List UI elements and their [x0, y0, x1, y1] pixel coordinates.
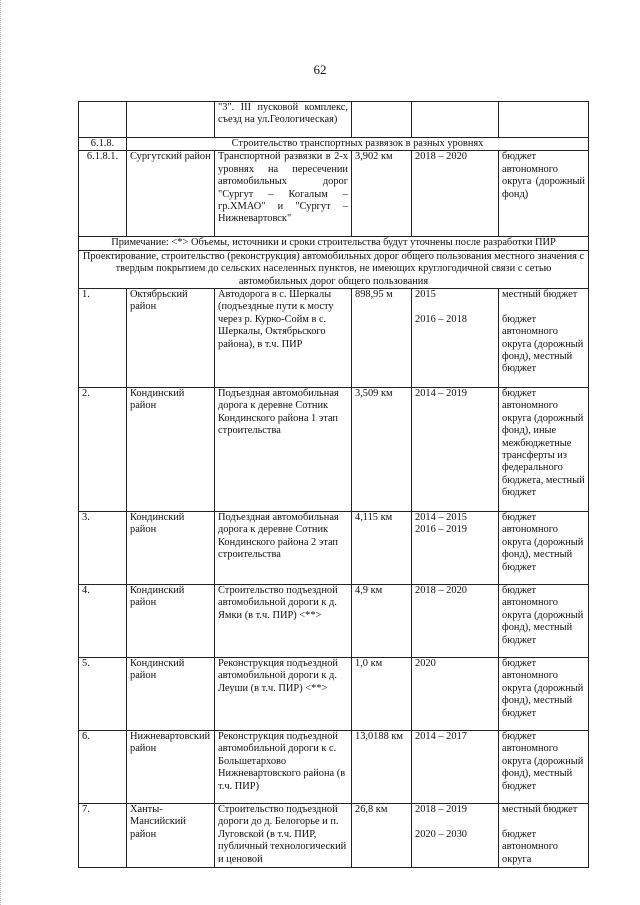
cell-period — [412, 102, 499, 138]
cell-object: Транспортной развязки в 2-х уровнях на пересечении автомобильных дорог "Сургут – Когалым – гр.ХМАО" и "Сургут – Нижневартовск" — [215, 151, 352, 237]
period-b: 2016 – 2019 — [415, 524, 467, 536]
cell-period — [412, 512, 499, 585]
cell-period — [412, 289, 499, 388]
cell-district: Кондинский район — [127, 512, 215, 585]
cell-num: 2. — [79, 388, 127, 512]
section-header-row — [79, 250, 589, 288]
cell-period: 2014 – 2019 — [412, 388, 499, 512]
cell-period: 2014 – 2017 — [412, 731, 499, 804]
cell-object: Строительство подъездной дороги до д. Белогорье и п. Луговской (в т.ч. ПИР, публичный технологический и ценовой — [215, 804, 352, 868]
cell-object: Реконструкция подъездной автомобильной дороги к с. Большетархово Нижневартовского района (в т.ч. ПИР) — [215, 731, 352, 804]
cell-source — [499, 102, 589, 138]
table-row — [79, 731, 589, 804]
cell-num: 1. — [79, 289, 127, 388]
cell-object: Строительство подъездной автомобильной дороги к д. Ямки (в т.ч. ПИР) <**> — [215, 585, 352, 658]
cell-object: Реконструкция подъездной автомобильной дороги к д. Леуши (в т.ч. ПИР) <**> — [215, 658, 352, 731]
source-b: бюджет автономного округа — [502, 828, 558, 865]
cell-source — [499, 804, 589, 868]
cell-length: 3,509 км — [352, 388, 412, 512]
cell-num: 6.1.8.1. — [79, 151, 127, 237]
cell-source — [499, 289, 589, 388]
cell-length — [352, 102, 412, 138]
cell-length: 1,0 км — [352, 658, 412, 731]
table-row — [79, 102, 589, 138]
table-row — [79, 289, 589, 388]
source-b: бюджет автономного округа (дорожный фонд), местный бюджет — [502, 313, 584, 375]
cell-source: бюджет автономного округа (дорожный фонд), местный бюджет — [499, 585, 589, 658]
cell-num: 4. — [79, 585, 127, 658]
cell-length: 13,0188 км — [352, 731, 412, 804]
cell-length: 3,902 км — [352, 151, 412, 237]
cell-source: бюджет автономного округа (дорожный фонд), местный бюджет — [499, 512, 589, 585]
cell-period — [412, 804, 499, 868]
cell-source: бюджет автономного округа (дорожный фонд), местный бюджет — [499, 731, 589, 804]
cell-object: "3". III пусковой комплекс, съезд на ул.Геологическая) — [215, 102, 352, 138]
cell-source: бюджет автономного округа (дорожный фонд), иные межбюджетные трансферты из федерального бюджета, местный бюджет — [499, 388, 589, 512]
note-row — [79, 237, 589, 250]
table-row — [79, 151, 589, 237]
cell-num — [79, 102, 127, 138]
table-row — [79, 585, 589, 658]
page-number: 62 — [313, 62, 327, 77]
cell-length: 4,9 км — [352, 585, 412, 658]
document-table — [78, 101, 589, 868]
period-a: 2015 — [415, 289, 436, 301]
cell-period: 2018 – 2020 — [412, 151, 499, 237]
cell-district: Ханты-Мансийский район — [127, 804, 215, 868]
cell-district: Сургутский район — [127, 151, 215, 237]
section-num: 6.1.8. — [79, 138, 127, 151]
cell-num: 6. — [79, 731, 127, 804]
cell-district — [127, 102, 215, 138]
period-a: 2018 – 2019 — [415, 804, 467, 816]
cell-period: 2020 — [412, 658, 499, 731]
cell-source: бюджет автономного округа (дорожный фонд), местный бюджет — [499, 658, 589, 731]
cell-period: 2018 – 2020 — [412, 585, 499, 658]
table-row — [79, 804, 589, 868]
note-text: Примечание: <*> Объемы, источники и сроки строительства будут уточнены после разработки ПИР — [79, 237, 589, 250]
cell-num: 5. — [79, 658, 127, 731]
cell-num: 3. — [79, 512, 127, 585]
period-a: 2014 – 2015 — [415, 512, 467, 524]
cell-district: Кондинский район — [127, 388, 215, 512]
section-title: Строительство транспортных развязок в разных уровнях — [127, 138, 589, 151]
period-b: 2020 – 2030 — [415, 828, 467, 840]
cell-length: 898,95 м — [352, 289, 412, 388]
table-row — [79, 658, 589, 731]
cell-object: Подъездная автомобильная дорога к деревне Сотник Кондинского района 2 этап строительства — [215, 512, 352, 585]
section-row — [79, 138, 589, 151]
cell-district: Нижневартовский район — [127, 731, 215, 804]
cell-num: 7. — [79, 804, 127, 868]
table-row — [79, 388, 589, 512]
cell-district: Кондинский район — [127, 658, 215, 731]
section-header: Проектирование, строительство (реконструкция) автомобильных дорог общего пользования местного значения с твердым покрытием до сельских населенных пунктов, не имеющих круглогодичной связи с сетью автомобильных дорог общего пользования — [79, 250, 589, 288]
cell-object: Подъездная автомобильная дорога к деревне Сотник Кондинского района 1 этап строительства — [215, 388, 352, 512]
table-row — [79, 512, 589, 585]
source-a: местный бюджет — [502, 289, 578, 301]
period-b: 2016 – 2018 — [415, 313, 467, 325]
cell-object: Автодорога в с. Шеркалы (подъездные пути к мосту через р. Курко-Сойм в с. Шеркалы, Октябрьского района), в т.ч. ПИР — [215, 289, 352, 388]
cell-district: Кондинский район — [127, 585, 215, 658]
cell-length: 26,8 км — [352, 804, 412, 868]
cell-district: Октябрьский район — [127, 289, 215, 388]
scan-edge — [0, 0, 7, 905]
source-a: местный бюджет — [502, 804, 578, 816]
cell-length: 4,115 км — [352, 512, 412, 585]
cell-source: бюджет автономного округа (дорожный фонд) — [499, 151, 589, 237]
